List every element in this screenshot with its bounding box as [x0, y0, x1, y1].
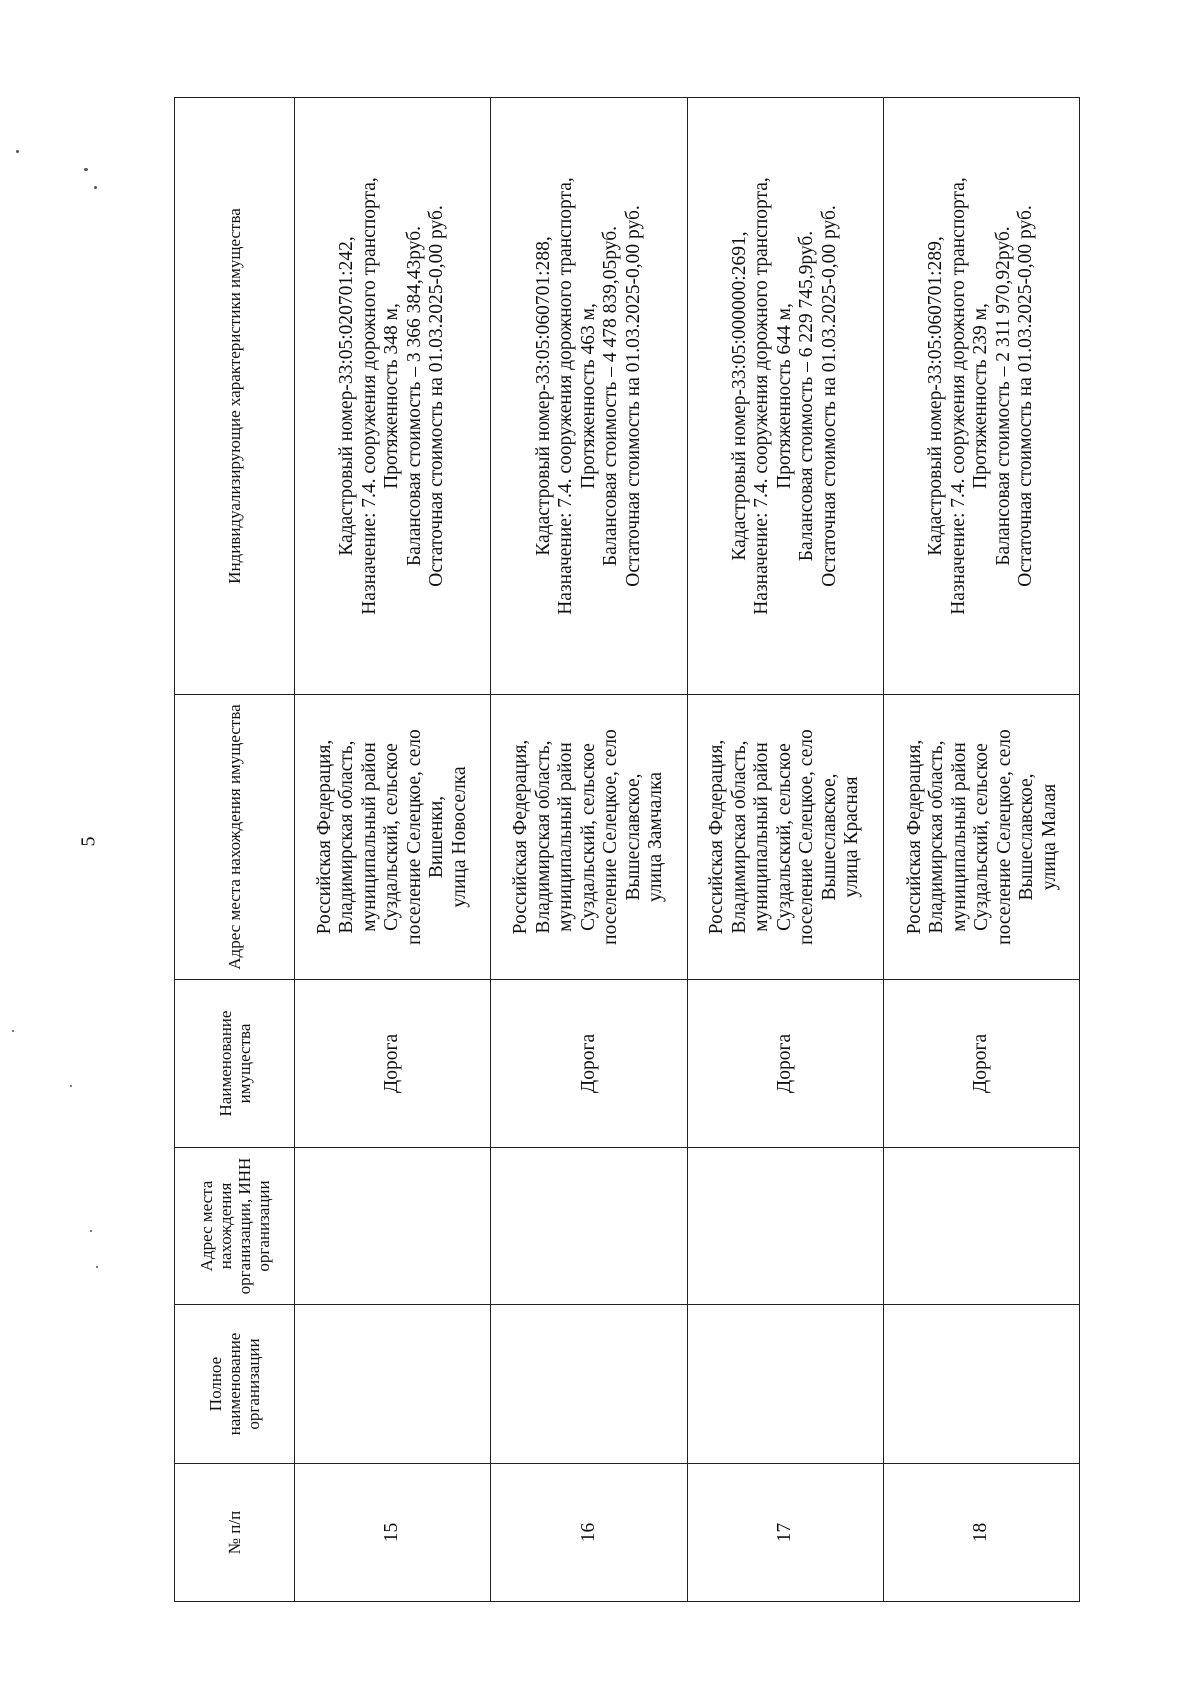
address-line: поселение Селецкое, село	[600, 729, 622, 945]
address-line: Суздальский, сельское	[773, 743, 795, 931]
address-line: Владимирская область,	[336, 740, 358, 934]
header-property-name: Наименование имущества	[175, 980, 295, 1148]
header-characteristics: Индивидуализирующие характеристики имущества	[175, 98, 295, 695]
address-line: поселение Селецкое, село	[403, 729, 425, 945]
scan-speck	[84, 168, 88, 171]
characteristics-line: Балансовая стоимость – 3 366 384,43руб.	[403, 225, 425, 567]
address-line: Владимирская область,	[728, 740, 750, 934]
row-number: 16	[491, 1464, 687, 1602]
characteristics-line: Балансовая стоимость – 4 478 839,05руб.	[600, 225, 622, 567]
address-line: улица Малая	[1038, 783, 1060, 891]
org-address-cell	[295, 1148, 491, 1305]
property-name-cell: Дорога	[295, 980, 491, 1148]
property-address-cell	[491, 695, 687, 980]
page-number: 5	[77, 836, 100, 847]
property-name-cell: Дорога	[883, 980, 1079, 1148]
property-table	[174, 97, 1080, 1602]
org-name-cell	[687, 1305, 883, 1464]
address-line: Российская Федерация,	[313, 739, 335, 935]
header-number: № п/п	[175, 1464, 295, 1602]
characteristics-line: Назначение: 7.4. сооружения дорожного транспорта,	[555, 177, 577, 615]
characteristics-line: Кадастровый номер-33:05:060701:289,	[925, 236, 947, 556]
address-line: поселение Селецкое, село	[796, 729, 818, 945]
address-line: Суздальский, сельское	[971, 743, 993, 931]
characteristics-line: Остаточная стоимость на 01.03.2025-0,00 руб.	[426, 205, 448, 587]
org-address-cell	[687, 1148, 883, 1305]
org-address-cell	[491, 1148, 687, 1305]
header-org-address: Адрес места нахождения организации, ИНН организации	[175, 1148, 295, 1305]
table-row	[687, 98, 883, 1602]
characteristics-line: Протяженность 644 м,	[773, 303, 795, 489]
address-line: улица Красная	[841, 776, 863, 898]
characteristics-line: Протяженность 463 м,	[577, 303, 599, 489]
characteristics-line: Назначение: 7.4. сооружения дорожного транспорта,	[947, 177, 969, 615]
org-name-cell	[295, 1305, 491, 1464]
characteristics-cell	[687, 98, 883, 695]
address-line: Суздальский, сельское	[577, 743, 599, 931]
characteristics-cell	[295, 98, 491, 695]
address-line: Вышеславское,	[622, 773, 644, 901]
scan-speck	[16, 150, 19, 153]
property-address-cell	[295, 695, 491, 980]
scan-speck	[90, 1230, 92, 1232]
rotated-table-container	[174, 98, 1080, 1602]
address-line: муниципальный район	[948, 742, 970, 932]
property-name-cell: Дорога	[491, 980, 687, 1148]
address-line: Вышеславское,	[818, 773, 840, 901]
characteristics-cell	[491, 98, 687, 695]
characteristics-line: Кадастровый номер-33:05:060701:288,	[532, 236, 554, 556]
property-name-cell: Дорога	[687, 980, 883, 1148]
row-number: 17	[687, 1464, 883, 1602]
address-line: Российская Федерация,	[706, 739, 728, 935]
property-address-cell	[883, 695, 1079, 980]
characteristics-line: Балансовая стоимость – 2 311 970,92руб.	[992, 226, 1014, 566]
address-line: Российская Федерация,	[903, 739, 925, 935]
row-number: 15	[295, 1464, 491, 1602]
characteristics-cell	[883, 98, 1079, 695]
address-line: Владимирская область,	[926, 740, 948, 934]
characteristics-line: Кадастровый номер-33:05:000000:2691,	[728, 231, 750, 561]
characteristics-line: Назначение: 7.4. сооружения дорожного транспорта,	[358, 177, 380, 615]
characteristics-line: Остаточная стоимость на 01.03.2025-0,00 руб.	[622, 205, 644, 587]
table-header-row	[175, 98, 295, 1602]
characteristics-line: Остаточная стоимость на 01.03.2025-0,00 руб.	[1015, 205, 1037, 587]
address-line: Российская Федерация,	[510, 739, 532, 935]
property-address-cell	[687, 695, 883, 980]
scan-speck	[96, 1266, 98, 1268]
header-org-name: Полное наименование организации	[175, 1305, 295, 1464]
address-line: Вышеславское,	[1016, 773, 1038, 901]
characteristics-line: Остаточная стоимость на 01.03.2025-0,00 руб.	[818, 205, 840, 587]
characteristics-line: Кадастровый номер-33:05:020701:242,	[336, 236, 358, 556]
address-line: Вишенки,	[426, 795, 448, 879]
characteristics-line: Протяженность 239 м,	[970, 303, 992, 489]
characteristics-line: Назначение: 7.4. сооружения дорожного транспорта,	[751, 177, 773, 615]
address-line: улица Замчалка	[645, 772, 667, 902]
org-name-cell	[491, 1305, 687, 1464]
address-line: муниципальный район	[555, 742, 577, 932]
address-line: муниципальный район	[751, 742, 773, 932]
characteristics-line: Протяженность 348 м,	[381, 303, 403, 489]
header-property-address: Адрес места нахождения имущества	[175, 695, 295, 980]
scan-speck	[12, 1030, 14, 1032]
scan-speck	[70, 1085, 72, 1087]
address-line: поселение Селецкое, село	[993, 729, 1015, 945]
address-line: Суздальский, сельское	[381, 743, 403, 931]
table-row	[295, 98, 491, 1602]
org-address-cell	[883, 1148, 1079, 1305]
table-row	[883, 98, 1079, 1602]
org-name-cell	[883, 1305, 1079, 1464]
scan-speck	[94, 186, 97, 189]
address-line: муниципальный район	[358, 742, 380, 932]
address-line: Владимирская область,	[532, 740, 554, 934]
address-line: улица Новоселка	[448, 766, 470, 908]
row-number: 18	[883, 1464, 1079, 1602]
characteristics-line: Балансовая стоимость – 6 229 745,9руб.	[796, 230, 818, 562]
table-row	[491, 98, 687, 1602]
